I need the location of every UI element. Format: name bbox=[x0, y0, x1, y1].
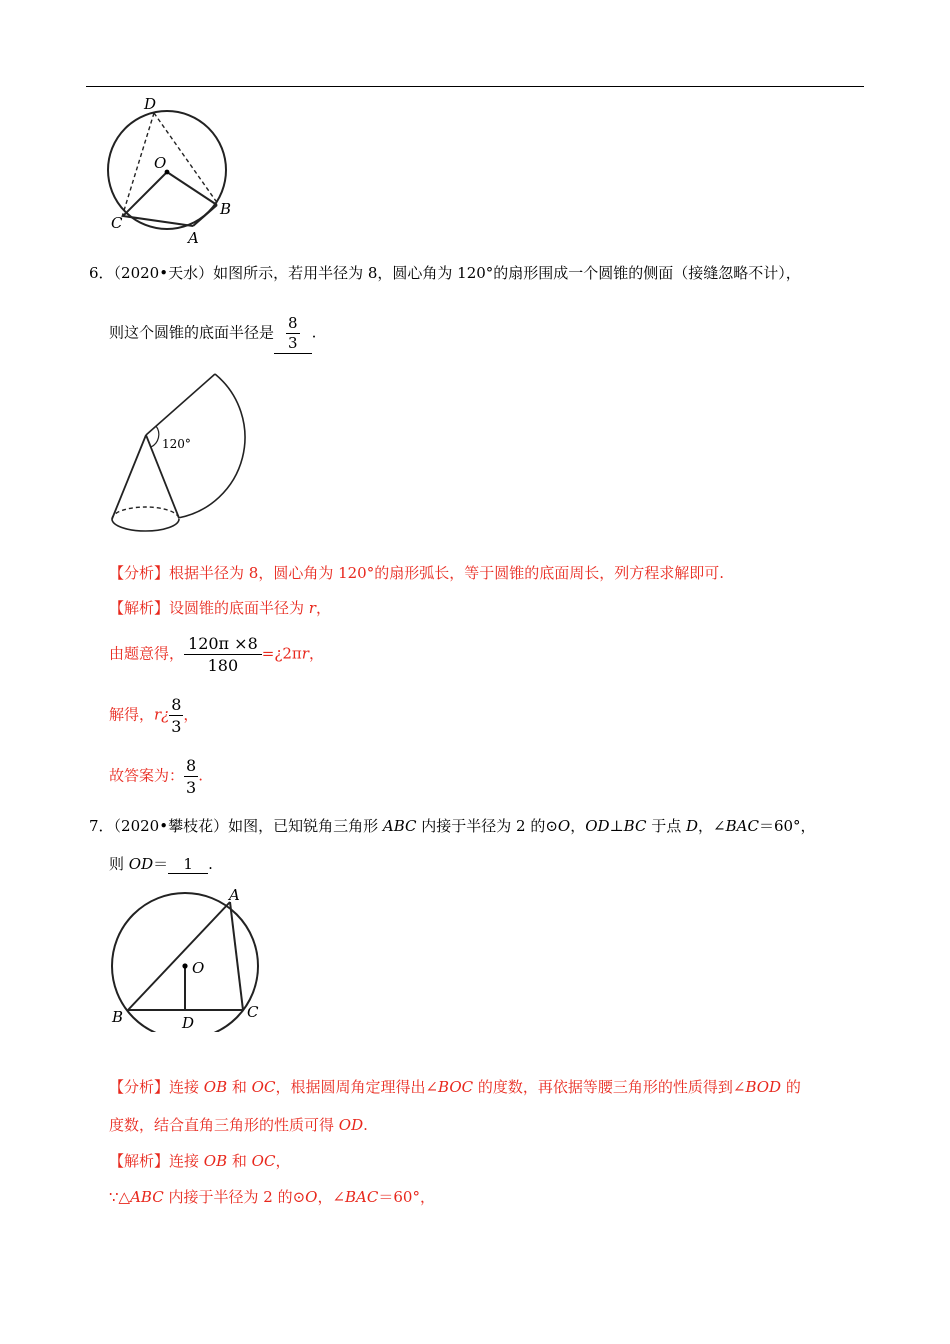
q6-final-prefix: 故答案为： bbox=[109, 766, 185, 785]
q6-analysis-text: 根据半径为 8，圆心角为 120°的扇形弧长，等于圆锥的底面周长，列方程求解即可. bbox=[169, 564, 724, 582]
q6-number: 6． bbox=[89, 264, 114, 282]
q6-equation bbox=[109, 633, 324, 676]
header-rule bbox=[86, 86, 864, 87]
cone-sector-figure bbox=[104, 368, 246, 540]
q7-answer-blank: 1 bbox=[168, 855, 208, 874]
q7-analysis-1b: ，根据圆周角定理得出∠ bbox=[275, 1078, 439, 1096]
q7-text-bc: BC bbox=[623, 817, 647, 835]
q6-solution bbox=[109, 597, 331, 618]
q6-answer-blank bbox=[274, 314, 312, 354]
label-o: O bbox=[154, 154, 167, 172]
q7-solution-end: ， bbox=[275, 1152, 291, 1170]
q6-final bbox=[109, 755, 203, 798]
q7-text-od: OD bbox=[585, 817, 610, 835]
q7-analysis-and: 和 bbox=[227, 1078, 252, 1096]
q7-source: （2020•攀枝花） bbox=[113, 817, 229, 835]
q7-analysis-1d: 的 bbox=[781, 1078, 801, 1096]
q6-eq-num: 120π ×8 bbox=[184, 633, 262, 655]
q7-last-b: 内接于半径为 2 的⊙ bbox=[163, 1188, 306, 1206]
q7-line2-od: OD bbox=[128, 855, 154, 873]
q7-solution-tag: 【解析】 bbox=[109, 1152, 170, 1170]
q6-solution-end: ， bbox=[315, 599, 331, 617]
label-c: C bbox=[111, 214, 123, 232]
q7-solution-a: 连接 bbox=[169, 1152, 204, 1170]
q7-line1 bbox=[89, 815, 816, 836]
q7-analysis-2a: 度数，结合直角三角形的性质可得 bbox=[109, 1116, 339, 1134]
q6-answer-den: 3 bbox=[288, 334, 298, 352]
q7-text-a: 如图，已知锐角三角形 bbox=[228, 817, 383, 835]
q6-final-num: 8 bbox=[186, 756, 197, 775]
q6-eq-prefix: 由题意得， bbox=[109, 644, 185, 663]
q7-last-line bbox=[109, 1186, 435, 1207]
q7-last-o: O bbox=[305, 1188, 318, 1206]
q7-text-b: 内接于半径为 2 的⊙ bbox=[416, 817, 558, 835]
triangle-circle-figure bbox=[106, 882, 266, 1032]
circle-figure-top bbox=[100, 92, 240, 244]
label-b: B bbox=[220, 200, 232, 218]
q7-analysis-od: OD bbox=[338, 1116, 364, 1134]
q7-last-a: ∵△ bbox=[109, 1188, 131, 1206]
cone-base-back bbox=[112, 507, 179, 519]
label-o2: O bbox=[192, 959, 205, 977]
q6-solution-text: 设圆锥的底面半径为 bbox=[169, 599, 309, 617]
label-b2: B bbox=[112, 1008, 124, 1026]
q7-number: 7． bbox=[89, 817, 114, 835]
q6-final-den: 3 bbox=[186, 778, 197, 797]
q6-answer-num: 8 bbox=[288, 314, 298, 332]
q7-text-c: ， bbox=[570, 817, 586, 835]
q6-analysis-tag: 【分析】 bbox=[109, 564, 170, 582]
q7-text-end: ＝60°， bbox=[758, 817, 816, 835]
q7-solution-oc: OC bbox=[251, 1152, 276, 1170]
q7-analysis-ob: OB bbox=[203, 1078, 228, 1096]
q7-text-perp: ⊥ bbox=[609, 817, 624, 835]
q6-eq-den: 180 bbox=[207, 656, 239, 675]
q6-solve-end: ， bbox=[183, 705, 199, 724]
q7-text-d-pre: 于点 bbox=[646, 817, 686, 835]
label-d2: D bbox=[182, 1014, 195, 1032]
q7-last-bac: BAC bbox=[345, 1188, 379, 1206]
q6-eq-var: r bbox=[301, 644, 309, 663]
q6-solve-den: 3 bbox=[171, 717, 182, 736]
q7-solution-and: 和 bbox=[227, 1152, 252, 1170]
q6-solve bbox=[109, 694, 198, 737]
label-c2: C bbox=[247, 1003, 259, 1021]
label-a2: A bbox=[229, 886, 240, 904]
label-a: A bbox=[188, 229, 199, 244]
q7-text-bac: BAC bbox=[725, 817, 759, 835]
q7-line2-eq: ＝ bbox=[153, 855, 169, 873]
q7-text-o: O bbox=[557, 817, 571, 835]
q7-line2-end: . bbox=[208, 855, 213, 873]
q7-analysis-2b: . bbox=[363, 1116, 368, 1134]
q7-analysis-line2 bbox=[109, 1114, 368, 1135]
q7-solution-ob: OB bbox=[203, 1152, 228, 1170]
q7-analysis-boc: BOC bbox=[438, 1078, 474, 1096]
q6-final-end: . bbox=[198, 766, 203, 785]
q6-solve-var: r¿ bbox=[154, 705, 170, 724]
center-dot-2 bbox=[182, 963, 187, 968]
q6-source: （2020•天水） bbox=[113, 264, 214, 282]
q6-analysis bbox=[109, 562, 724, 583]
q7-analysis-tag: 【分析】 bbox=[109, 1078, 170, 1096]
q7-analysis-oc: OC bbox=[251, 1078, 276, 1096]
q7-text-d: D bbox=[686, 817, 699, 835]
q6-solution-var: r bbox=[308, 599, 316, 617]
q6-text-line2-suffix: . bbox=[311, 323, 317, 342]
cone-left-side bbox=[112, 435, 146, 519]
q7-last-abc: ABC bbox=[130, 1188, 164, 1206]
segment-ab bbox=[193, 205, 217, 226]
q6-eq-rhs: =¿2π bbox=[261, 644, 302, 663]
q6-line1 bbox=[89, 262, 801, 283]
segment-ba bbox=[128, 902, 230, 1010]
q7-analysis-1c: 的度数，再依据等腰三角形的性质得到∠ bbox=[473, 1078, 746, 1096]
q6-line2 bbox=[109, 314, 316, 354]
q6-text-line1: 如图所示，若用半径为 8，圆心角为 120°的扇形围成一个圆锥的侧面（接缝忽略不计）， bbox=[213, 264, 801, 282]
q6-text-line2-prefix: 则这个圆锥的底面半径是 bbox=[109, 323, 275, 342]
segment-ob bbox=[167, 172, 217, 205]
q7-solution bbox=[109, 1150, 290, 1171]
q7-last-c: ，∠ bbox=[317, 1188, 346, 1206]
q6-solve-num: 8 bbox=[171, 695, 182, 714]
label-d: D bbox=[144, 95, 157, 113]
q7-analysis-1a: 连接 bbox=[169, 1078, 204, 1096]
q6-solve-prefix: 解得， bbox=[109, 705, 155, 724]
q7-text-angle: ，∠ bbox=[698, 817, 726, 835]
angle-label: 120° bbox=[162, 437, 191, 451]
q7-analysis-bod: BOD bbox=[745, 1078, 782, 1096]
q7-analysis-line1 bbox=[109, 1076, 801, 1097]
segment-ca bbox=[123, 216, 193, 226]
q7-line2-prefix: 则 bbox=[109, 855, 129, 873]
q7-line2 bbox=[109, 853, 213, 874]
q7-last-end: ＝60°， bbox=[378, 1188, 435, 1206]
q7-text-abc: ABC bbox=[382, 817, 417, 835]
circle-outline-2 bbox=[112, 893, 258, 1032]
cone-base-front bbox=[112, 519, 179, 531]
q6-solution-tag: 【解析】 bbox=[109, 599, 170, 617]
q6-eq-end: ， bbox=[308, 644, 324, 663]
